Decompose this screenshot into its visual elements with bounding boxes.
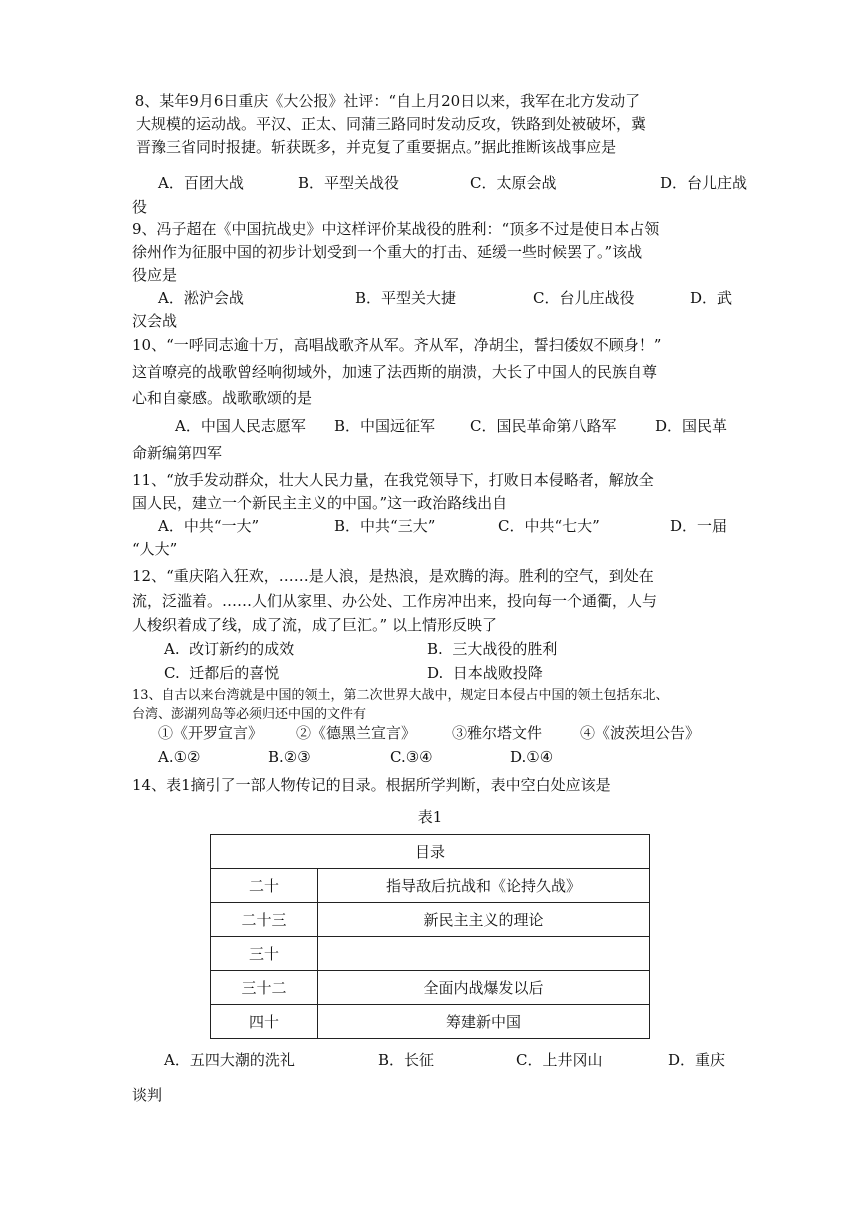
q8-option-a[interactable]: A．百团大战 xyxy=(158,174,244,192)
chapter-title: 指导敌后抗战和《论持久战》 xyxy=(318,869,650,903)
q9-stem-line-2: 徐州作为征服中国的初步计划受到一个重大的打击、延缓一些时候罢了。”该战 xyxy=(132,243,643,261)
table-caption: 表1 xyxy=(417,808,443,826)
q10-stem-line-3: 心和自豪感。战歌歌颂的是 xyxy=(132,389,313,407)
q9-option-b[interactable]: B．平型关大捷 xyxy=(355,289,457,307)
q12-stem-line-3: 人梭织着成了线，成了流，成了巨汇。” 以上情形反映了 xyxy=(132,616,497,634)
q12-option-d[interactable]: D. 日本战败投降 xyxy=(427,664,543,682)
q14-option-c[interactable]: C．上井冈山 xyxy=(516,1051,603,1069)
table-row xyxy=(211,903,650,937)
q9-option-a[interactable]: A．淞沪会战 xyxy=(158,289,244,307)
chapter-number: 二十三 xyxy=(211,903,318,937)
q10-option-d-wrap: 命新编第四军 xyxy=(132,444,223,462)
q13-stem-line-1: 13、自古以来台湾就是中国的领土，第二次世界大战中，规定日本侵占中国的领土包括东北、 xyxy=(132,688,669,703)
contents-table xyxy=(210,834,650,1039)
q13-option-c[interactable]: C.③④ xyxy=(390,748,433,766)
table-header: 目录 xyxy=(211,835,650,869)
q10-option-b[interactable]: B．中国远征军 xyxy=(334,417,436,435)
q11-option-d[interactable]: D．一届 xyxy=(670,517,728,535)
q9-option-d-wrap: 汉会战 xyxy=(132,312,178,330)
q13-option-a[interactable]: A.①② xyxy=(158,748,201,766)
q8-option-c[interactable]: C．太原会战 xyxy=(470,174,557,192)
q9-option-c[interactable]: C．台儿庄战役 xyxy=(533,289,635,307)
chapter-number: 三十 xyxy=(211,937,318,971)
q9-stem-line-3: 役应是 xyxy=(132,266,178,284)
q9-stem-line-1: 9、冯子超在《中国抗战史》中这样评价某战役的胜利：“顶多不过是使日本占领 xyxy=(132,220,660,238)
q10-stem-line-2: 这首嘹亮的战歌曾经响彻域外，加速了法西斯的崩溃，大长了中国人的民族自尊 xyxy=(132,363,658,381)
chapter-title-blank xyxy=(318,937,650,971)
q12-option-a[interactable]: A. 改订新约的成效 xyxy=(164,640,295,658)
q8-option-b[interactable]: B．平型关战役 xyxy=(298,174,400,192)
q10-option-c[interactable]: C．国民革命第八路军 xyxy=(470,417,617,435)
q11-option-c[interactable]: C．中共“七大” xyxy=(498,517,600,535)
q13-doc-4: ④《波茨坦公告》 xyxy=(580,724,701,742)
q11-stem-line-2: 国人民，建立一个新民主主义的中国。”这一政治路线出自 xyxy=(132,494,508,512)
q13-option-d[interactable]: D.①④ xyxy=(510,748,554,766)
q11-stem-line-1: 11、“放手发动群众，壮大人民力量，在我党领导下，打败日本侵略者，解放全 xyxy=(132,471,654,489)
q8-stem-line-3: 晋豫三省同时报捷。斩获既多，并克复了重要据点。”据此推断该战事应是 xyxy=(136,138,617,156)
q10-option-d[interactable]: D．国民革 xyxy=(655,417,728,435)
q8-stem-line-1: 8、某年9月6日重庆《大公报》社评：“自上月20日以来，我军在北方发动了 xyxy=(130,92,641,110)
q8-option-d[interactable]: D．台儿庄战 xyxy=(660,174,748,192)
q13-doc-3: ③雅尔塔文件 xyxy=(452,724,543,742)
q10-option-a[interactable]: A．中国人民志愿军 xyxy=(175,417,306,435)
chapter-title: 新民主主义的理论 xyxy=(318,903,650,937)
q13-option-b[interactable]: B.②③ xyxy=(268,748,311,766)
q8-option-d-wrap: 役 xyxy=(132,198,148,216)
q13-doc-2: ②《德黑兰宣言》 xyxy=(296,724,417,742)
q13-stem-line-2: 台湾、澎湖列岛等必须归还中国的文件有 xyxy=(132,707,367,722)
chapter-number: 四十 xyxy=(211,1005,318,1039)
table-row xyxy=(211,971,650,1005)
q12-stem-line-2: 流，泛滥着。……人们从家里、办公处、工作房冲出来，投向每一个通衢，人与 xyxy=(132,592,658,610)
q13-doc-1: ①《开罗宣言》 xyxy=(158,724,264,742)
table-row xyxy=(211,869,650,903)
chapter-number: 三十二 xyxy=(211,971,318,1005)
q10-stem-line-1: 10、“一呼同志逾十万，高唱战歌齐从军。齐从军，净胡尘，誓扫倭奴不顾身！” xyxy=(132,336,662,354)
q12-stem-line-1: 12、“重庆陷入狂欢，……是人浪，是热浪，是欢腾的海。胜利的空气，到处在 xyxy=(132,567,654,585)
q12-option-c[interactable]: C. 迁都后的喜悦 xyxy=(164,664,280,682)
q14-option-b[interactable]: B．长征 xyxy=(378,1051,435,1069)
chapter-title: 筹建新中国 xyxy=(318,1005,650,1039)
q11-option-d-wrap: “人大” xyxy=(132,540,178,558)
q14-option-d[interactable]: D．重庆 xyxy=(668,1051,726,1069)
chapter-number: 二十 xyxy=(211,869,318,903)
table-row xyxy=(211,1005,650,1039)
q14-option-d-wrap: 谈判 xyxy=(132,1086,163,1104)
q14-stem: 14、表1摘引了一部人物传记的目录。根据所学判断，表中空白处应该是 xyxy=(132,776,611,794)
q11-option-b[interactable]: B．中共“三大” xyxy=(334,517,436,535)
q14-option-a[interactable]: A．五四大潮的洗礼 xyxy=(164,1051,295,1069)
table-row xyxy=(211,937,650,971)
q9-option-d[interactable]: D．武 xyxy=(690,289,733,307)
q8-stem-line-2: 大规模的运动战。平汉、正太、同蒲三路同时发动反攻，铁路到处被破坏，冀 xyxy=(136,115,647,133)
q11-option-a[interactable]: A．中共“一大” xyxy=(158,517,260,535)
chapter-title: 全面内战爆发以后 xyxy=(318,971,650,1005)
q12-option-b[interactable]: B. 三大战役的胜利 xyxy=(427,640,558,658)
